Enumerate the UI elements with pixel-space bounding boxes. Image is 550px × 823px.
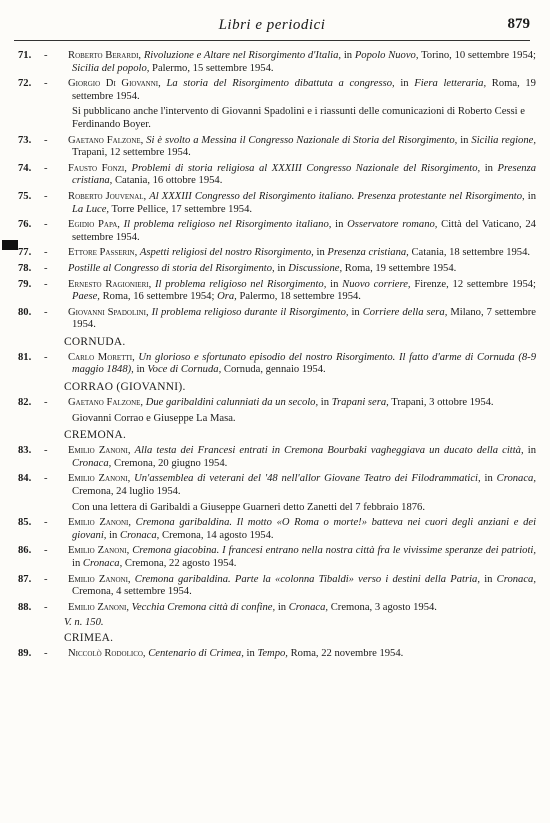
list-item: 82. - Gaetano Falzone, Due garibaldini calunniati da un secolo, in Trapani sera, Trapani, 3 ottobre 1954. <box>18 397 494 409</box>
entry-author: Roberto Berardi, <box>68 50 142 61</box>
entry-source: Osservatore romano, <box>347 219 438 231</box>
section-heading: CORNUDA. <box>64 335 126 348</box>
entry-number: 72. <box>18 78 32 90</box>
list-item: 78. - Postille al Congresso di storia del Risorgimento, in Discussione, Roma, 19 settembre 1954. <box>18 262 457 274</box>
entry-author: Emilio Zanoni, <box>68 545 130 557</box>
entry-title: Cremona garibaldina. Il motto «O Roma o morte!» batteva nei cuori degli anziani e dei giovani, <box>72 517 537 541</box>
bibliography-list <box>14 50 536 664</box>
entry-title: Alla testa dei Francesi entrati in Cremona Bourbaki vagheggiava un ducato della città, <box>134 445 524 457</box>
entry-source: Tempo, <box>257 648 288 660</box>
entry-author: Fausto Fonzi, <box>68 162 127 174</box>
entry-source: Trapani sera, <box>331 397 389 409</box>
entry-number: 77. <box>18 247 32 259</box>
entry-number: 89. <box>18 648 32 660</box>
entry-number: 73. <box>18 134 32 146</box>
entry-title: La storia del Risorgimento dibattuta a congresso, <box>166 78 395 90</box>
entry-author: Carlo Moretti, <box>68 351 135 363</box>
entry-number: 74. <box>18 162 32 174</box>
entry-number: 83. <box>18 445 32 457</box>
entry-title: Il problema religioso nel Risorgimento, <box>155 278 327 290</box>
entry-title: Si è svolto a Messina il Congresso Nazionale di Storia del Risorgimento, <box>146 134 458 146</box>
entry-author: Roberto Jouvenal, <box>68 190 147 202</box>
entry-number: 81. <box>18 351 32 363</box>
page-header <box>14 14 530 41</box>
entry-number: 82. <box>18 397 32 409</box>
entry-source: Voce di Cornuda, <box>147 364 222 376</box>
entry-number: 75. <box>18 190 32 202</box>
entry-source: Presenza cristiana, <box>72 162 536 187</box>
list-item: 81. - Carlo Moretti, Un glorioso e sfortunato episodio del nostro Risorgimento. Il fatto d'arme di Cornuda (8-9 maggio 1848), in Voce di Cornuda, Cornuda, gennaio 1954. <box>18 351 536 376</box>
list-item: 75. - Roberto Jouvenal, Al XXXIII Congresso del Risorgimento italiano. Presenza protestante nel Risorgimento, in La Luce, Torre Pellice, 17 settembre 1954. <box>18 190 536 215</box>
section-heading: CREMONA. <box>64 429 127 442</box>
entry-title: Aspetti religiosi del nostro Risorgimento, <box>139 247 314 259</box>
entry-number: 86. <box>18 545 32 557</box>
entry-author: Emilio Zanoni, <box>68 601 130 613</box>
list-item: 71. - Roberto Berardi, Rivoluzione e Altare nel Risorgimento d'Italia, in Popolo Nuovo, Torino, 10 settembre 1954; Sicilia del popolo, Palermo, 15 settembre 1954. <box>18 50 537 74</box>
entry-source: Cronaca, <box>72 457 112 469</box>
entry-number: 88. <box>18 601 32 613</box>
entry-author: Ernesto Ragionieri, <box>68 278 152 290</box>
entry-title: Cremona giacobina. I francesi entrano nella nostra città fra le vivissime speranze dei patrioti, <box>132 545 536 557</box>
entry-author: Ettore Passerin, <box>68 247 138 259</box>
entry-number: 85. <box>18 517 32 529</box>
list-item: 86. - Emilio Zanoni, Cremona giacobina. I francesi entrano nella nostra città fra le vivissime speranze dei patrioti, in Cronaca, Cremona, 22 agosto 1954. <box>18 545 536 569</box>
list-item: 79. - Ernesto Ragionieri, Il problema religioso nel Risorgimento, in Nuovo corriere, Firenze, 12 settembre 1954; Paese, Roma, 16 settembre 1954; Ora, Palermo, 18 settembre 1954. <box>18 278 536 303</box>
entry-source: Popolo Nuovo, <box>354 50 419 61</box>
entry-number: 78. <box>18 262 32 274</box>
entry-source: Cronaca, <box>82 558 123 569</box>
entry-source: Cronaca, <box>496 473 536 485</box>
entry-source: Cronaca, <box>496 573 536 585</box>
entry-author: Giorgio Di Giovanni, <box>68 78 161 90</box>
entry-source: Presenza cristiana, <box>327 247 409 259</box>
list-item: 73. - Gaetano Falzone, Si è svolto a Messina il Congresso Nazionale di Storia del Risorgimento, in Sicilia regione, Trapani, 12 settembre 1954. <box>18 134 537 159</box>
entry-title: Centenario di Crimea, <box>148 648 244 660</box>
section-heading: CRIMEA. <box>64 632 114 645</box>
entry-title: Al XXXIII Congresso del Risorgimento italiano. Presenza protestante nel Risorgimento, <box>149 190 525 202</box>
entry-number: 87. <box>18 573 32 585</box>
list-item: 84. - Emilio Zanoni, Un'assemblea di veterani del '48 nell'allor Giovane Teatro dei Filodrammatici, in Cronaca, Cremona, 24 luglio 1954. <box>18 473 536 498</box>
entry-source: Discussione, <box>288 262 343 274</box>
entry-title: Due garibaldini calunniati da un secolo, <box>145 397 319 409</box>
cross-reference: V. n. 150. <box>64 617 104 629</box>
list-item: 85. - Emilio Zanoni, Cremona garibaldina. Il motto «O Roma o morte!» batteva nei cuori degli anziani e dei giovani, in Cronaca, Cremona, 14 agosto 1954. <box>18 517 537 541</box>
entry-title: Problemi di storia religiosa al XXXIII Congresso Nazionale del Risorgimento, <box>131 162 481 174</box>
entry-note: Si pubblicano anche l'intervento di Giovanni Spadolini e i riassunti delle comunicazioni di Roberto Cessi e Ferdinando Boyer. <box>72 106 525 130</box>
entry-number: 80. <box>18 306 32 318</box>
entry-title: Un glorioso e sfortunato episodio del nostro Risorgimento. Il fatto d'arme di Cornuda (8-9 maggio 1848), <box>72 351 536 376</box>
entry-source: Nuovo corriere, <box>342 278 411 290</box>
list-item: 88. - Emilio Zanoni, Vecchia Cremona città di confine, in Cronaca, Cremona, 3 agosto 1954. <box>18 601 437 613</box>
entry-number: 76. <box>18 219 32 231</box>
entry-source: Cronaca, <box>120 529 160 541</box>
list-item: 89. - Niccolò Rodolico, Centenario di Crimea, in Tempo, Roma, 22 novembre 1954. <box>18 648 404 660</box>
entry-author: Emilio Zanoni, <box>68 517 132 529</box>
entry-number: 84. <box>18 473 32 485</box>
entry-source: Fiera letteraria, <box>414 78 487 90</box>
entry-author: Gaetano Falzone, <box>68 397 144 409</box>
page-number: 879 <box>507 16 530 32</box>
entry-title: Rivoluzione e Altare nel Risorgimento d'Italia, <box>143 50 342 61</box>
entry-author: Egidio Papa, <box>68 219 120 231</box>
entry-author: Niccolò Rodolico, <box>68 648 146 660</box>
list-item: 83. - Emilio Zanoni, Alla testa dei Francesi entrati in Cremona Bourbaki vagheggiava un ducato della città, in Cronaca, Cremona, 20 giugno 1954. <box>18 445 537 469</box>
entry-source: Sicilia regione, <box>471 134 537 146</box>
entry-title: Cremona garibaldina. Parte la «colonna Tibaldi» verso i destini della Patria, <box>134 573 480 585</box>
entry-note: Con una lettera di Garibaldi a Giuseppe Guarneri detto Zanetti del 7 febbraio 1876. <box>72 501 426 513</box>
running-title: Libri e periodici <box>218 17 326 33</box>
entry-author: Emilio Zanoni, <box>68 573 131 585</box>
entry-author: Gaetano Falzone, <box>68 134 144 146</box>
entry-source: La Luce, <box>72 203 110 215</box>
entry-source: Cronaca, <box>288 601 329 613</box>
entry-note: Giovanni Corrao e Giuseppe La Masa. <box>72 412 236 424</box>
entry-title: Un'assemblea di veterani del '48 nell'allor Giovane Teatro dei Filodrammatici, <box>134 473 481 485</box>
entry-title: Il problema religioso nel Risorgimento italiano, <box>123 219 332 231</box>
section-heading: CORRAO (GIOVANNI). <box>64 381 186 394</box>
entry-number: 71. <box>18 50 32 61</box>
entry-author: Giovanni Spadolini, <box>68 306 149 318</box>
entry-source: Corriere della sera, <box>362 306 448 318</box>
entry-title: Vecchia Cremona città di confine, <box>131 601 276 613</box>
list-item: 76. - Egidio Papa, Il problema religioso nel Risorgimento italiano, in Osservatore romano, Città del Vaticano, 24 settembre 1954. <box>18 219 536 243</box>
entry-author: Emilio Zanoni, <box>68 445 131 457</box>
entry-title: Il problema religioso durante il Risorgimento, <box>151 306 349 318</box>
list-item: 77. - Ettore Passerin, Aspetti religiosi del nostro Risorgimento, in Presenza cristiana, Catania, 18 settembre 1954. <box>18 247 531 259</box>
list-item: 72. - Giorgio Di Giovanni, La storia del Risorgimento dibattuta a congresso, in Fiera letteraria, Roma, 19 settembre 1954. <box>18 78 536 102</box>
entry-author: Emilio Zanoni, <box>68 473 131 485</box>
list-item: 80. - Giovanni Spadolini, Il problema religioso durante il Risorgimento, in Corriere della sera, Milano, 7 settembre 1954. <box>18 306 537 331</box>
list-item: 87. - Emilio Zanoni, Cremona garibaldina. Parte la «colonna Tibaldi» verso i destini della Patria, in Cronaca, Cremona, 4 settembre 1954. <box>18 573 536 598</box>
entry-number: 79. <box>18 278 32 290</box>
list-item: 74. - Fausto Fonzi, Problemi di storia religiosa al XXXIII Congresso Nazionale del Risorgimento, in Presenza cristiana, Catania, 16 ottobre 1954. <box>18 162 536 187</box>
entry-title: Postille al Congresso di storia del Risorgimento, <box>68 262 275 274</box>
